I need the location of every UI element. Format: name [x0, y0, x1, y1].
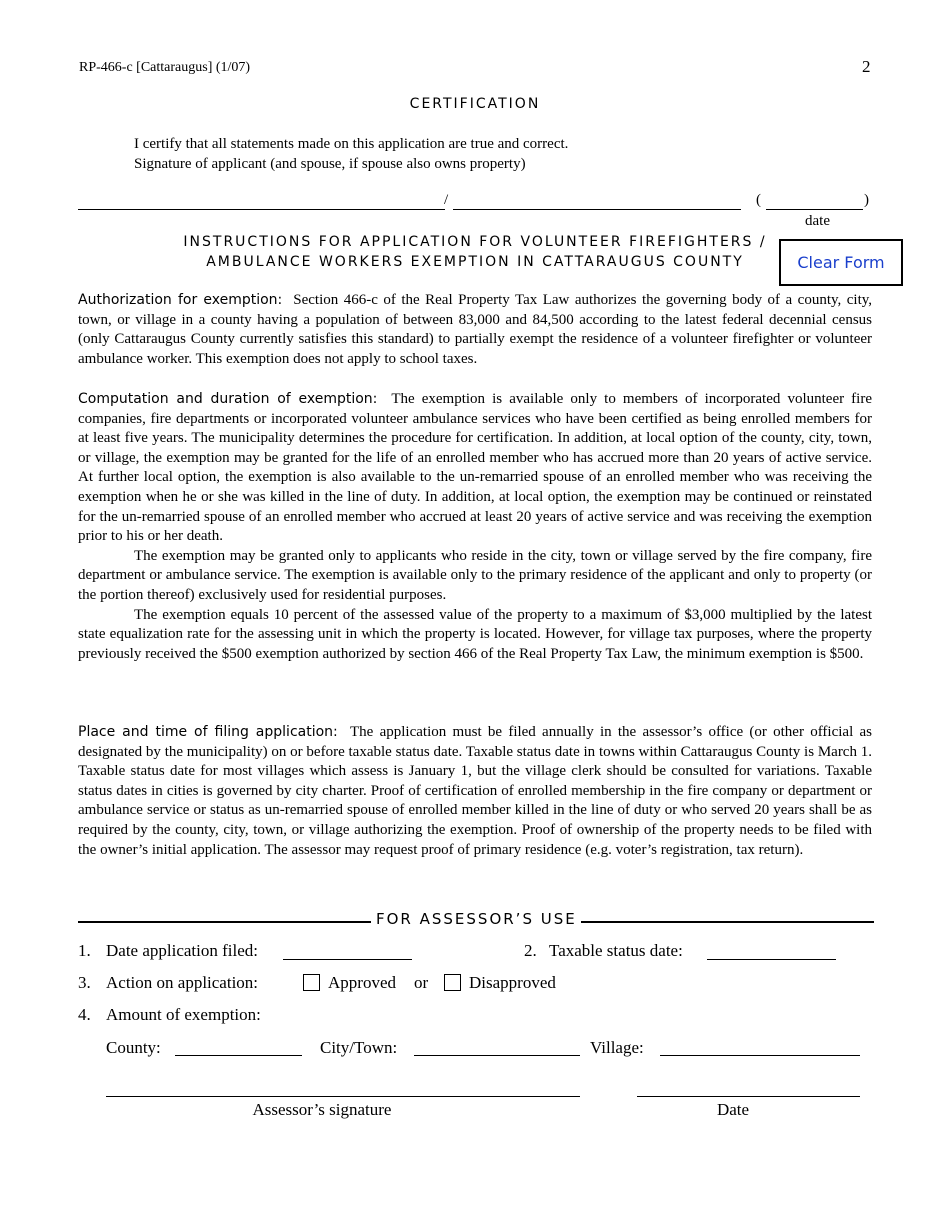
date-paren-close: ) [864, 192, 869, 208]
taxable-status-date-label: Taxable status date: [549, 941, 683, 960]
assessor-date-label: Date [716, 1100, 750, 1119]
action-label: Action on application: [106, 973, 259, 992]
taxable-status-date-field[interactable] [707, 942, 836, 960]
amount-label: Amount of exemption: [106, 1005, 261, 1024]
page-number: 2 [862, 57, 871, 76]
item-2-number: 2. [524, 941, 537, 960]
signature-separator: / [444, 192, 449, 208]
computation-text-2: The exemption may be granted only to applicants who reside in the city, town or village served by the fire company, fire department or ambulance service. The exemption is available only to the primary residence of the applicant and only to property (or the portion thereof) exclusively used for residential purposes. [78, 547, 872, 603]
assessor-rule-right [581, 921, 874, 923]
village-amount-field[interactable] [660, 1038, 860, 1056]
city-town-amount-field[interactable] [414, 1038, 580, 1056]
certification-text [134, 134, 568, 174]
approved-label: Approved [328, 973, 396, 992]
assessor-signature-label: Assessor’s signature [252, 1100, 392, 1119]
assessor-section-header [78, 910, 874, 932]
filing-text: The application must be filed annually in the assessor’s office (or other official as designated by the municipality) on or before taxable status date. Taxable status date in towns within Cattaraugus County is March 1. Taxable status date for most villages which assess is January 1, but the village clerk should be consulted for variations. Taxable status dates in cities is governed by city charter. Proof of certification of enrolled membership in the fire company or department or ambulance service or status as un-remarried spouse of enrolled member killed in the line of duty or who served 20 years shall be as required by the county, city, town, or village authorizing the exemption. Proof of ownership of the property needs to be filed with the owner’s initial application. The assessor may request proof of primary residence (e.g. voter’s registration, tax return). [78, 724, 872, 858]
approved-checkbox[interactable] [303, 974, 320, 991]
instructions-title-line2: AMBULANCE WORKERS EXEMPTION IN CATTARAUGUS COUNTY [206, 254, 744, 270]
computation-section [78, 390, 872, 664]
authorization-heading: Authorization for exemption: [78, 292, 283, 308]
computation-heading: Computation and duration of exemption: [78, 391, 378, 407]
assessor-date-line[interactable] [637, 1096, 860, 1097]
certification-title: CERTIFICATION [409, 96, 541, 112]
certification-date-label: date [805, 213, 830, 229]
or-label: or [414, 973, 429, 992]
date-paren-open: ( [756, 192, 761, 208]
village-label: Village: [590, 1038, 644, 1057]
instructions-title [150, 232, 800, 272]
spouse-signature-line[interactable] [453, 209, 741, 210]
instructions-title-line1: INSTRUCTIONS FOR APPLICATION FOR VOLUNTEER FIREFIGHTERS / [183, 234, 767, 250]
item-4-number: 4. [78, 1005, 91, 1024]
county-label: County: [106, 1038, 161, 1057]
computation-text-3: The exemption equals 10 percent of the assessed value of the property to a maximum of $3,000 multiplied by the latest state equalization rate for the assessing unit in which the property is located. However, for village tax purposes, where the property previously received the $500 exemption authorized by section 466 of the Real Property Tax Law, the minimum exemption is $500. [78, 606, 872, 662]
certification-date-line[interactable] [766, 209, 863, 210]
assessor-rule-left [78, 921, 371, 923]
date-filed-label: Date application filed: [106, 941, 258, 960]
county-amount-field[interactable] [175, 1038, 302, 1056]
item-1-number: 1. [78, 941, 91, 960]
applicant-signature-line[interactable] [78, 209, 445, 210]
certification-statement: I certify that all statements made on this application are true and correct. [134, 136, 569, 152]
assessor-signature-line[interactable] [106, 1096, 580, 1097]
item-3-number: 3. [78, 973, 91, 992]
date-filed-field[interactable] [283, 942, 412, 960]
disapproved-checkbox[interactable] [444, 974, 461, 991]
form-id: RP-466-c [Cattaraugus] (1/07) [79, 60, 251, 75]
computation-text-1: The exemption is available only to members of incorporated volunteer fire companies, fire departments or incorporated volunteer ambulance services who have been certified as being enrolled members for at least five years. The municipality determines the procedure for certification. In addition, at local option of the county, city, town, or village, the exemption may be granted for the life of an enrolled member who has accrued more than 20 years of active service. At further local option, the exemption is also available to the un-remarried spouse of an enrolled member who was receiving the exemption when he or she was killed in the line of duty. In addition, at local option, the exemption may be continued or reinstated for the un-remarried spouse of an enrolled member who accrued at least 20 years of active service and was receiving the exemption prior to his or her death. [78, 391, 872, 545]
clear-form-button[interactable]: Clear Form [779, 239, 903, 286]
filing-section [78, 723, 872, 860]
filing-heading: Place and time of filing application: [78, 724, 338, 740]
assessor-title: FOR ASSESSOR’S USE [376, 910, 577, 928]
city-town-label: City/Town: [320, 1038, 398, 1057]
authorization-text: Section 466-c of the Real Property Tax Law authorizes the governing body of a county, city, town, or village in a county having a population of between 83,000 and 84,500 according to the latest federal decennial census (only Cattaraugus County currently satisfies this standard) to partially exempt the residence of a volunteer firefighter or volunteer ambulance worker. This exemption does not apply to school taxes. [78, 292, 873, 367]
signature-note: Signature of applicant (and spouse, if spouse also owns property) [134, 156, 526, 172]
disapproved-label: Disapproved [469, 973, 556, 992]
authorization-section [78, 291, 872, 369]
